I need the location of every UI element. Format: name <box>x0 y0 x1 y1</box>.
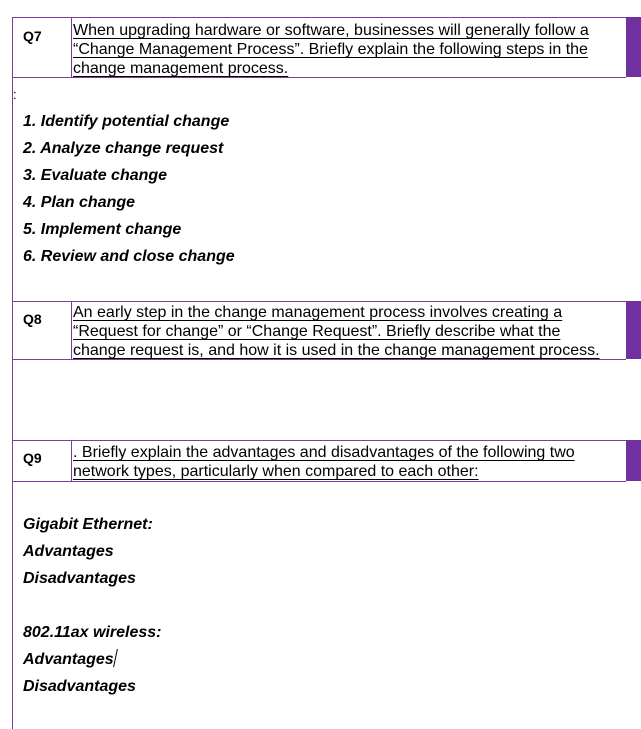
q9-top-border <box>12 440 626 441</box>
q8-answer-area[interactable] <box>13 360 625 440</box>
q7-left-border <box>12 17 13 77</box>
q8-left-border <box>12 301 13 359</box>
wireless-advantages-line <box>23 646 161 673</box>
q7-accent-bar <box>626 17 641 77</box>
step-2: 2. Analyze change request <box>23 140 224 157</box>
q8-prompt[interactable] <box>73 303 623 360</box>
q8-prompt-line-3: change request is, and how it is used in the change management process. <box>73 342 600 359</box>
q8-prompt-line-2: “Request for change” or “Change Request”. Briefly describe what the <box>73 323 561 340</box>
q7-answer-left-border <box>12 77 13 301</box>
q8-accent-bar <box>626 301 641 359</box>
step-4: 4. Plan change <box>23 194 136 211</box>
q8-number: Q8 <box>23 311 42 327</box>
q9-prompt[interactable] <box>73 443 623 481</box>
q9-divider <box>71 440 72 481</box>
q7-number: Q7 <box>23 28 42 44</box>
step-5: 5. Implement change <box>23 221 182 238</box>
q7-prompt-line-2: “Change Management Process”. Briefly explain the following steps in the <box>73 41 588 58</box>
q7-divider <box>71 17 72 77</box>
step-1: 1. Identify potential change <box>23 113 230 130</box>
stray-colon: : <box>13 87 17 102</box>
q8-top-border <box>12 301 626 302</box>
q7-prompt-line-1: When upgrading hardware or software, businesses will generally follow a <box>73 22 589 39</box>
q8-prompt-line-1: An early step in the change management process involves creating a <box>73 304 563 321</box>
q7-answer-area[interactable] <box>23 108 235 270</box>
q7-prompt-line-3: change management process. <box>73 60 289 77</box>
wireless-advantages: Advantages <box>23 651 114 668</box>
q9-answer-left-border <box>12 481 13 729</box>
gigabit-advantages: Advantages <box>23 543 114 560</box>
q9-prompt-line-1: . Briefly explain the advantages and disadvantages of the following two <box>73 444 575 461</box>
q9-prompt-line-2: network types, particularly when compared to each other: <box>73 463 479 480</box>
q9-left-border <box>12 440 13 481</box>
wireless-disadvantages: Disadvantages <box>23 678 136 695</box>
q9-bottom-border <box>12 481 626 482</box>
step-6: 6. Review and close change <box>23 248 235 265</box>
q9-number: Q9 <box>23 450 42 466</box>
q8-divider <box>71 301 72 359</box>
gigabit-heading: Gigabit Ethernet: <box>23 516 153 533</box>
gigabit-disadvantages: Disadvantages <box>23 570 136 587</box>
step-3: 3. Evaluate change <box>23 167 168 184</box>
q9-accent-bar <box>626 440 641 481</box>
q7-top-border <box>12 17 626 18</box>
q9-answer-area[interactable] <box>23 511 161 700</box>
q7-prompt[interactable] <box>73 21 623 78</box>
wireless-heading: 802.11ax wireless: <box>23 624 162 641</box>
